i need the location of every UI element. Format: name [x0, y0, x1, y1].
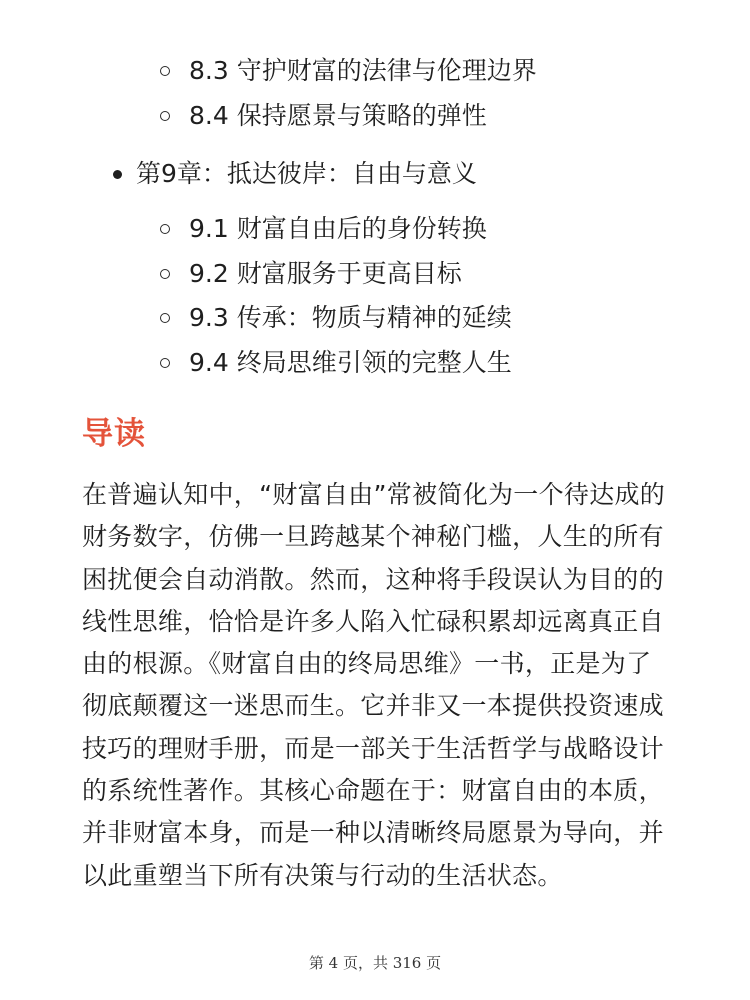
toc-item-label: 8.3 守护财富的法律与伦理边界	[189, 56, 537, 86]
hollow-bullet-icon	[160, 224, 170, 234]
toc-item-label: 9.4 终局思维引领的完整人生	[189, 347, 512, 377]
page-number-footer: 第 4 页，共 316 页	[308, 954, 442, 972]
toc-item-9-4[interactable]	[160, 341, 512, 386]
intro-paragraph: 在普遍认知中，“财富自由”常被简化为一个待达成的财务数字，仿佛一旦跨越某个神秘门槛，人生的所有困扰便会自动消散。然而，这种将手段误认为目的的线性思维，恰恰是许多人陷入忙碌积累却远离真正自由的根源。《财富自由的终局思维》一书，正是为了彻底颠覆这一迷思而生。它并非又一本提供投资速成技巧的理财手册，而是一部关于生活哲学与战略设计的系统性著作。其核心命题在于：财富自由的本质，并非财富本身，而是一种以清晰终局愿景为导向，并以此重塑当下所有决策与行动的生活状态。	[82, 480, 666, 890]
toc-chapter-9[interactable]	[113, 152, 477, 196]
toc-item-label: 8.4 保持愿景与策略的弹性	[189, 100, 487, 130]
hollow-bullet-icon	[160, 66, 170, 76]
intro-heading: 导读	[82, 416, 146, 452]
toc-item-8-3[interactable]	[160, 49, 537, 94]
solid-bullet-icon	[113, 170, 122, 179]
toc-item-9-3[interactable]	[160, 296, 512, 341]
toc-item-9-2[interactable]	[160, 252, 512, 297]
toc-item-8-4[interactable]	[160, 94, 537, 139]
hollow-bullet-icon	[160, 358, 170, 368]
toc-item-label: 9.1 财富自由后的身份转换	[189, 214, 487, 244]
chapter-9-subsection-list	[160, 207, 512, 385]
hollow-bullet-icon	[160, 313, 170, 323]
toc-item-label: 9.3 传承：物质与精神的延续	[189, 303, 512, 333]
toc-item-9-1[interactable]	[160, 207, 512, 252]
hollow-bullet-icon	[160, 269, 170, 279]
toc-item-label: 9.2 财富服务于更高目标	[189, 258, 462, 288]
hollow-bullet-icon	[160, 111, 170, 121]
chapter-8-subsection-list	[160, 49, 537, 138]
toc-chapter-label: 第9章：抵达彼岸：自由与意义	[136, 159, 477, 188]
